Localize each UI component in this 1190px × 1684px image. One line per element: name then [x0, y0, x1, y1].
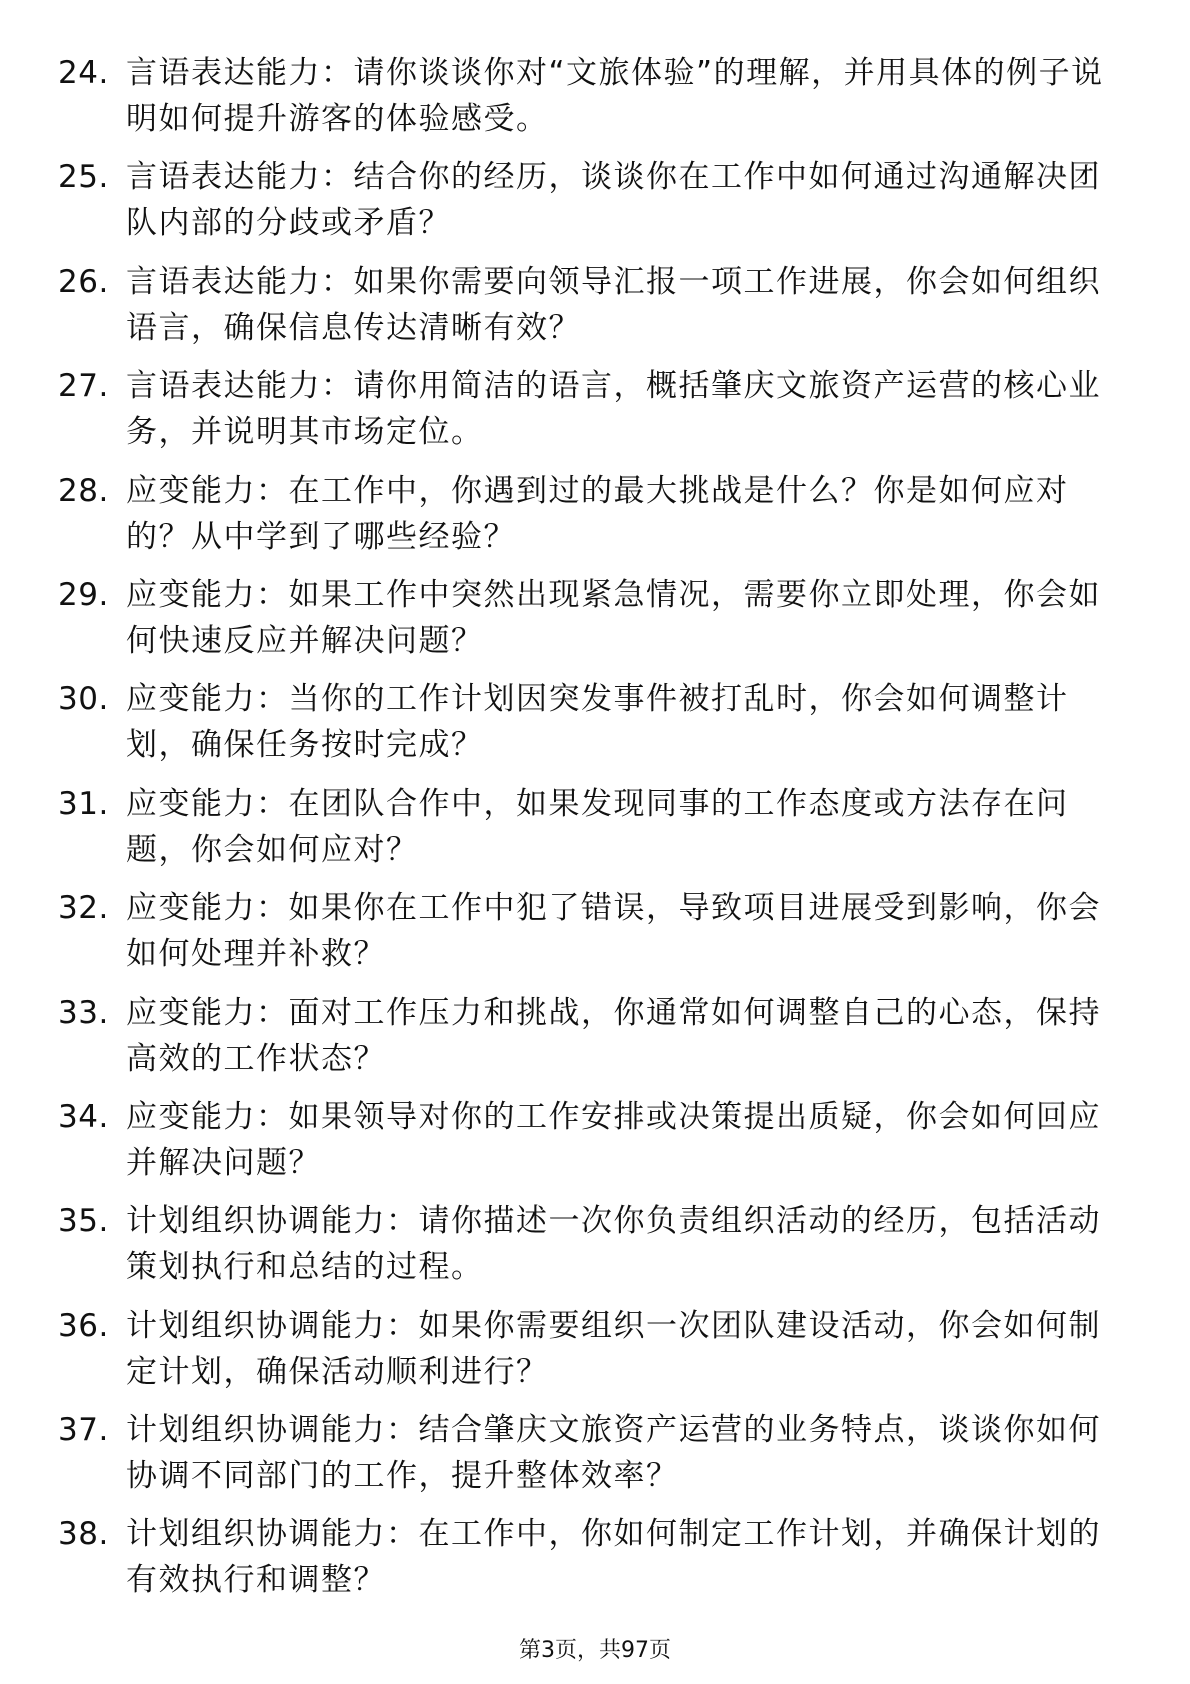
question-item: [58, 259, 1118, 363]
page-number-label: 第3页，共97页: [519, 1638, 671, 1663]
question-number: 29.: [58, 576, 109, 613]
question-number: 31.: [58, 785, 109, 822]
question-number: 38.: [58, 1516, 109, 1553]
question-text: 计划组织协调能力：结合肇庆文旅资产运营的业务特点，谈谈你如何协调不同部门的工作，提升整体效率？: [126, 1412, 1101, 1495]
question-text: 言语表达能力：如果你需要向领导汇报一项工作进展，你会如何组织语言，确保信息传达清晰有效？: [126, 263, 1101, 346]
question-text: 言语表达能力：请你谈谈你对“文旅体验”的理解，并用具体的例子说明如何提升游客的体验感受。: [126, 55, 1104, 137]
question-text: 应变能力：面对工作压力和挑战，你通常如何调整自己的心态，保持高效的工作状态？: [126, 994, 1101, 1077]
question-item: [58, 154, 1118, 258]
question-text: 言语表达能力：请你用简洁的语言，概括肇庆文旅资产运营的核心业务，并说明其市场定位。: [126, 368, 1101, 451]
question-number: 37.: [58, 1412, 109, 1449]
question-text: 应变能力：如果工作中突然出现紧急情况，需要你立即处理，你会如何快速反应并解决问题？: [126, 576, 1101, 659]
question-item: [58, 363, 1118, 467]
question-item: [58, 990, 1118, 1094]
question-number: 35.: [58, 1203, 109, 1240]
question-number: 26.: [58, 263, 109, 300]
question-text: 计划组织协调能力：请你描述一次你负责组织活动的经历，包括活动策划执行和总结的过程。: [126, 1203, 1101, 1286]
question-number: 24.: [58, 55, 109, 91]
question-number: 32.: [58, 890, 109, 927]
question-item: [58, 1407, 1118, 1511]
question-text: 应变能力：当你的工作计划因突发事件被打乱时，你会如何调整计划，确保任务按时完成？: [126, 681, 1069, 764]
question-item: [58, 1198, 1118, 1302]
question-text: 计划组织协调能力：如果你需要组织一次团队建设活动，你会如何制定计划，确保活动顺利进行？: [126, 1307, 1101, 1390]
question-number: 25.: [58, 159, 109, 196]
question-number: 27.: [58, 368, 109, 405]
question-text: 应变能力：在工作中，你遇到过的最大挑战是什么？你是如何应对的？从中学到了哪些经验？: [126, 472, 1069, 555]
question-item: [58, 50, 1118, 154]
question-item: [58, 572, 1118, 676]
page-footer: [0, 1636, 1190, 1666]
question-item: [58, 1511, 1118, 1615]
question-number: 34.: [58, 1098, 109, 1135]
question-item: [58, 676, 1118, 780]
question-item: [58, 1303, 1118, 1407]
question-list: [58, 50, 1118, 1616]
question-number: 33.: [58, 994, 109, 1031]
question-text: 应变能力：如果领导对你的工作安排或决策提出质疑，你会如何回应并解决问题？: [126, 1098, 1101, 1181]
question-text: 计划组织协调能力：在工作中，你如何制定工作计划，并确保计划的有效执行和调整？: [126, 1516, 1101, 1599]
question-text: 言语表达能力：结合你的经历，谈谈你在工作中如何通过沟通解决团队内部的分歧或矛盾？: [126, 159, 1101, 242]
question-number: 36.: [58, 1307, 109, 1344]
question-text: 应变能力：在团队合作中，如果发现同事的工作态度或方法存在问题，你会如何应对？: [126, 785, 1069, 868]
question-number: 30.: [58, 681, 109, 718]
question-item: [58, 468, 1118, 572]
question-number: 28.: [58, 472, 109, 509]
question-item: [58, 885, 1118, 989]
question-item: [58, 781, 1118, 885]
question-item: [58, 1094, 1118, 1198]
question-text: 应变能力：如果你在工作中犯了错误，导致项目进展受到影响，你会如何处理并补救？: [126, 890, 1101, 973]
